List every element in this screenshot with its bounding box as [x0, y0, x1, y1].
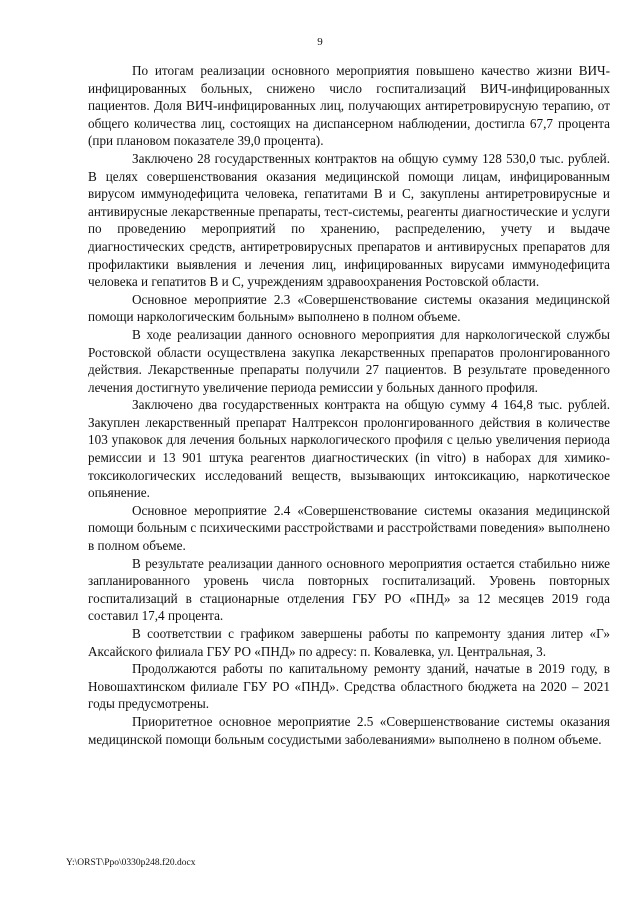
document-body — [88, 62, 610, 748]
paragraph-measure-2-4: Основное мероприятие 2.4 «Совершенствование системы оказания медицинской помощи больным с психическими расстройствами и расстройствами поведения» выполнено в полном объеме. — [88, 502, 610, 554]
paragraph-hiv-results: По итогам реализации основного мероприятия повышено качество жизни ВИЧ-инфицированных больных, снижено число госпитализаций ВИЧ-инфицированных пациентов. Доля ВИЧ-инфицированных лиц, получающих антиретровирусную терапию, от общего количества лиц, состоящих на диспансерном наблюдении, достигла 67,7 процента (при плановом показателе 39,0 процента). — [88, 63, 610, 149]
paragraph-hiv-contracts: Заключено 28 государственных контрактов на общую сумму 128 530,0 тыс. рублей. В целях совершенствования оказания медицинской помощи лицам, инфицированным вирусом иммунодефицита человека, гепатитами В и С, закуплены антиретровирусные и антивирусные лекарственные препараты, тест-системы, реагенты диагностические и услуги по проведению мероприятий по хранению, распределению, учету и выдаче диагностических средств, антиретровирусных препаратов и антивирусных препаратов для профилактики выявления и лечения лиц, инфицированных вирусами иммунодефицита человека и гепатитов В и С, учреждениям здравоохранения Ростовской области. — [88, 150, 610, 290]
paragraph-measure-2-5: Приоритетное основное мероприятие 2.5 «Совершенствование системы оказания медицинской помощи больным сосудистыми заболеваниями» выполнено в полном объеме. — [88, 713, 610, 747]
paragraph-repair-aksai: В соответствии с графиком завершены работы по капремонту здания литер «Г» Аксайского филиала ГБУ РО «ПНД» по адресу: п. Ковалевка, ул. Центральная, 3. — [88, 626, 610, 659]
paragraph-narcology-purchase: В ходе реализации данного основного мероприятия для наркологической службы Ростовской области осуществлена закупка лекарственных препаратов пролонгированного действия. Лекарственные препараты получили 27 пациентов. В результате проведенного лечения достигнуто увеличение периода ремиссии у больных данного профиля. — [88, 326, 610, 395]
paragraph-repair-novoshakhtinsk: Продолжаются работы по капитальному ремонту зданий, начатые в 2019 году, в Новошахтинском филиале ГБУ РО «ПНД». Средства областного бюджета на 2020 – 2021 годы предусмотрены. — [88, 661, 610, 712]
paragraph-rehospitalization: В результате реализации данного основного мероприятия остается стабильно ниже запланированного уровень числа повторных госпитализаций. Уровень повторных госпитализаций в стационарные отделения ГБУ РО «ПНД» за 12 месяцев 2019 года составил 17,4 процента. — [88, 555, 610, 624]
page-number: 9 — [317, 36, 323, 48]
paragraph-narcology-contracts: Заключено два государственных контракта на общую сумму 4 164,8 тыс. рублей. Закуплен лекарственный препарат Налтрексон пролонгированного действия в количестве 103 упаковок для лечения больных наркологического профиля с целью увеличения периода ремиссии и 13 901 штука реагентов диагностических (in vitro) в наборах для химико-токсикологических исследований веществ, вызывающих интоксикацию, наркотическое опьянение. — [88, 397, 610, 501]
footer-file-path: Y:\ORST\Ppo\0330p248.f20.docx — [66, 858, 196, 868]
paragraph-measure-2-3: Основное мероприятие 2.3 «Совершенствование системы оказания медицинской помощи наркологическим больным» выполнено в полном объеме. — [88, 291, 610, 325]
